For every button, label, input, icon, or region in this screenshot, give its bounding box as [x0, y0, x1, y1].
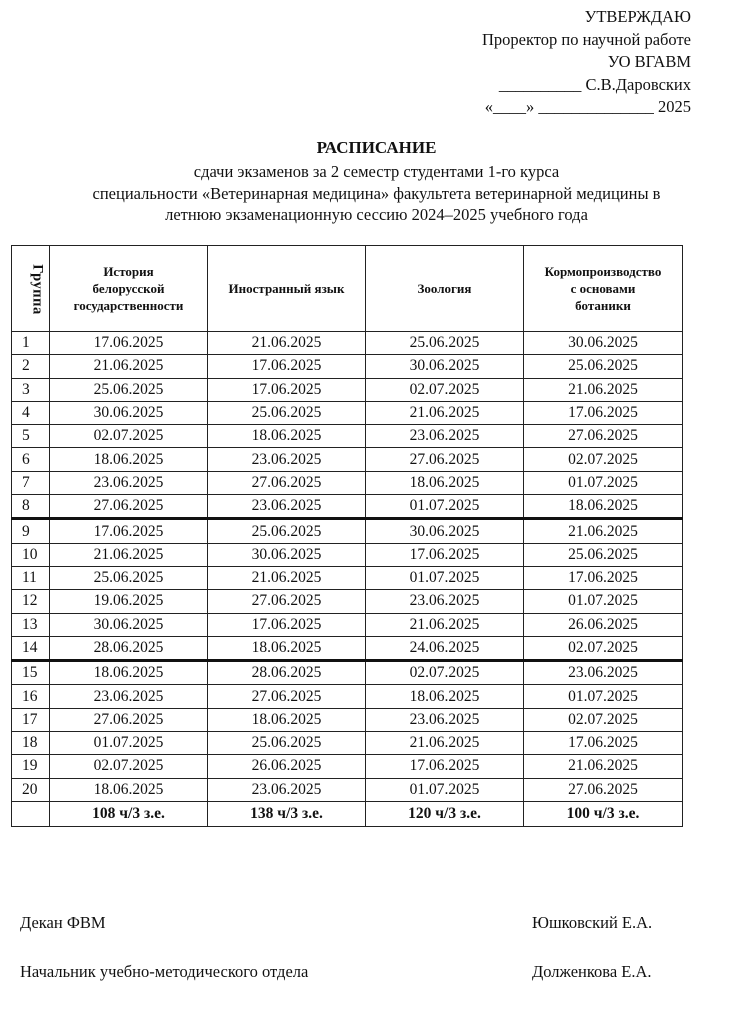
- subject-header-line: белорусской: [92, 281, 165, 296]
- exam-date-cell: 01.07.2025: [366, 778, 524, 801]
- schedule-table: [11, 245, 683, 827]
- exam-date-cell: 27.06.2025: [366, 448, 524, 471]
- table-row: [12, 332, 683, 355]
- exam-date-cell: 24.06.2025: [366, 636, 524, 660]
- group-number-cell: 19: [12, 755, 50, 778]
- exam-date-cell: 25.06.2025: [208, 519, 366, 543]
- exam-date-cell: 02.07.2025: [524, 636, 683, 660]
- exam-date-cell: 21.06.2025: [50, 355, 208, 378]
- exam-date-cell: 21.06.2025: [524, 378, 683, 401]
- exam-date-cell: 27.06.2025: [50, 495, 208, 519]
- table-row: [12, 590, 683, 613]
- subtitle-line-3: летнюю экзаменационную сессию 2024–2025 учебного года: [165, 205, 588, 224]
- group-number-cell: 11: [12, 566, 50, 589]
- subtitle-line-1: сдачи экзаменов за 2 семестр студентами 1-го курса: [193, 162, 560, 181]
- exam-date-cell: 30.06.2025: [524, 332, 683, 355]
- exam-date-cell: 25.06.2025: [524, 355, 683, 378]
- exam-date-cell: 26.06.2025: [524, 613, 683, 636]
- exam-date-cell: 21.06.2025: [50, 543, 208, 566]
- group-number-cell: 16: [12, 685, 50, 708]
- exam-date-cell: 23.06.2025: [208, 448, 366, 471]
- approval-date-line: «____» ______________ 2025: [484, 97, 691, 116]
- exam-date-cell: 27.06.2025: [208, 590, 366, 613]
- exam-date-cell: 18.06.2025: [524, 495, 683, 519]
- exam-date-cell: 17.06.2025: [208, 355, 366, 378]
- methodical-head-name: Долженкова Е.А.: [532, 962, 652, 981]
- exam-date-cell: 18.06.2025: [366, 685, 524, 708]
- group-number-cell: 1: [12, 332, 50, 355]
- exam-date-cell: 21.06.2025: [208, 566, 366, 589]
- totals-row: [12, 801, 683, 826]
- group-number-cell: 12: [12, 590, 50, 613]
- exam-date-cell: 23.06.2025: [366, 590, 524, 613]
- group-number-cell: 5: [12, 425, 50, 448]
- exam-date-cell: 17.06.2025: [208, 613, 366, 636]
- group-number-cell: 8: [12, 495, 50, 519]
- exam-date-cell: 25.06.2025: [524, 543, 683, 566]
- table-row: [12, 448, 683, 471]
- subject-header-line: государственности: [73, 298, 184, 313]
- exam-date-cell: 23.06.2025: [366, 425, 524, 448]
- exam-date-cell: 21.06.2025: [366, 613, 524, 636]
- group-number-cell: 9: [12, 519, 50, 543]
- table-row: [12, 566, 683, 589]
- exam-date-cell: 25.06.2025: [50, 378, 208, 401]
- group-number-cell: 3: [12, 378, 50, 401]
- table-row: [12, 355, 683, 378]
- dean-name: Юшковский Е.А.: [532, 913, 653, 932]
- table-row: [12, 425, 683, 448]
- approval-title: УТВЕРЖДАЮ: [584, 7, 691, 26]
- group-number-cell: 17: [12, 708, 50, 731]
- exam-date-cell: 27.06.2025: [50, 708, 208, 731]
- exam-date-cell: 19.06.2025: [50, 590, 208, 613]
- subject-header-line: Зоология: [417, 281, 472, 296]
- exam-date-cell: 25.06.2025: [208, 732, 366, 755]
- subject-header-line: ботаники: [575, 298, 631, 313]
- exam-date-cell: 17.06.2025: [524, 566, 683, 589]
- schedule-body: [12, 332, 683, 802]
- group-number-cell: 20: [12, 778, 50, 801]
- exam-date-cell: 18.06.2025: [50, 448, 208, 471]
- exam-date-cell: 18.06.2025: [50, 778, 208, 801]
- exam-date-cell: 01.07.2025: [50, 732, 208, 755]
- exam-date-cell: 18.06.2025: [366, 471, 524, 494]
- exam-date-cell: 02.07.2025: [50, 755, 208, 778]
- totals-empty-cell: [12, 801, 50, 826]
- exam-date-cell: 30.06.2025: [366, 519, 524, 543]
- exam-date-cell: 25.06.2025: [208, 401, 366, 424]
- exam-date-cell: 17.06.2025: [524, 732, 683, 755]
- exam-date-cell: 23.06.2025: [366, 708, 524, 731]
- exam-date-cell: 17.06.2025: [366, 543, 524, 566]
- group-number-cell: 18: [12, 732, 50, 755]
- approval-block: [482, 6, 691, 119]
- table-row: [12, 378, 683, 401]
- methodical-head-label: Начальник учебно-методического отдела: [20, 962, 309, 981]
- exam-date-cell: 25.06.2025: [50, 566, 208, 589]
- exam-date-cell: 17.06.2025: [366, 755, 524, 778]
- exam-date-cell: 28.06.2025: [50, 636, 208, 660]
- exam-date-cell: 02.07.2025: [366, 661, 524, 685]
- group-number-cell: 6: [12, 448, 50, 471]
- exam-date-cell: 01.07.2025: [366, 566, 524, 589]
- exam-date-cell: 17.06.2025: [50, 332, 208, 355]
- exam-date-cell: 30.06.2025: [50, 401, 208, 424]
- exam-date-cell: 02.07.2025: [366, 378, 524, 401]
- group-number-cell: 7: [12, 471, 50, 494]
- exam-date-cell: 18.06.2025: [208, 425, 366, 448]
- table-row: [12, 543, 683, 566]
- exam-date-cell: 17.06.2025: [524, 401, 683, 424]
- dean-label: Декан ФВМ: [20, 913, 106, 932]
- table-row: [12, 661, 683, 685]
- approval-organization: УО ВГАВМ: [607, 52, 691, 71]
- approval-position: Проректор по научной работе: [481, 29, 691, 49]
- group-number-cell: 10: [12, 543, 50, 566]
- exam-date-cell: 27.06.2025: [524, 425, 683, 448]
- exam-date-cell: 21.06.2025: [524, 755, 683, 778]
- exam-date-cell: 02.07.2025: [524, 708, 683, 731]
- table-row: [12, 471, 683, 494]
- subject-header-line: Иностранный язык: [228, 281, 345, 296]
- document-subtitle: [0, 161, 753, 226]
- total-hours-cell: 100 ч/3 з.е.: [524, 801, 683, 826]
- exam-date-cell: 30.06.2025: [50, 613, 208, 636]
- table-row: [12, 495, 683, 519]
- exam-date-cell: 21.06.2025: [366, 732, 524, 755]
- exam-date-cell: 28.06.2025: [208, 661, 366, 685]
- group-number-cell: 14: [12, 636, 50, 660]
- group-number-cell: 2: [12, 355, 50, 378]
- table-row: [12, 401, 683, 424]
- header-row: [12, 246, 683, 332]
- subject-header-line: с основами: [570, 281, 636, 296]
- exam-date-cell: 01.07.2025: [524, 590, 683, 613]
- group-number-cell: 13: [12, 613, 50, 636]
- exam-date-cell: 30.06.2025: [366, 355, 524, 378]
- subject-header-line: История: [103, 264, 154, 279]
- exam-date-cell: 27.06.2025: [208, 471, 366, 494]
- subject-header-line: Кормопроизводство: [544, 264, 662, 279]
- exam-date-cell: 17.06.2025: [208, 378, 366, 401]
- exam-date-cell: 18.06.2025: [208, 636, 366, 660]
- subtitle-line-2: специальности «Ветеринарная медицина» факультета ветеринарной медицины в: [92, 183, 661, 203]
- exam-date-cell: 23.06.2025: [208, 495, 366, 519]
- exam-date-cell: 01.07.2025: [366, 495, 524, 519]
- table-row: [12, 613, 683, 636]
- table-row: [12, 708, 683, 731]
- subject-header: [524, 246, 683, 332]
- exam-date-cell: 30.06.2025: [208, 543, 366, 566]
- exam-date-cell: 21.06.2025: [208, 332, 366, 355]
- exam-date-cell: 27.06.2025: [208, 685, 366, 708]
- exam-date-cell: 02.07.2025: [50, 425, 208, 448]
- total-hours-cell: 120 ч/3 з.е.: [366, 801, 524, 826]
- exam-date-cell: 21.06.2025: [366, 401, 524, 424]
- table-row: [12, 519, 683, 543]
- exam-date-cell: 26.06.2025: [208, 755, 366, 778]
- exam-date-cell: 18.06.2025: [208, 708, 366, 731]
- group-header: [12, 246, 50, 332]
- group-number-cell: 15: [12, 661, 50, 685]
- subject-header: [50, 246, 208, 332]
- exam-date-cell: 23.06.2025: [208, 778, 366, 801]
- table-row: [12, 685, 683, 708]
- table-row: [12, 732, 683, 755]
- exam-date-cell: 23.06.2025: [524, 661, 683, 685]
- total-hours-cell: 138 ч/3 з.е.: [208, 801, 366, 826]
- exam-date-cell: 01.07.2025: [524, 685, 683, 708]
- exam-date-cell: 18.06.2025: [50, 661, 208, 685]
- group-number-cell: 4: [12, 401, 50, 424]
- table-row: [12, 778, 683, 801]
- table-row: [12, 636, 683, 660]
- approval-signature-line: __________ С.В.Даровских: [498, 74, 691, 94]
- table-row: [12, 755, 683, 778]
- exam-date-cell: 01.07.2025: [524, 471, 683, 494]
- total-hours-cell: 108 ч/3 з.е.: [50, 801, 208, 826]
- exam-date-cell: 02.07.2025: [524, 448, 683, 471]
- subject-header: [208, 246, 366, 332]
- exam-date-cell: 23.06.2025: [50, 685, 208, 708]
- exam-date-cell: 17.06.2025: [50, 519, 208, 543]
- document-title: РАСПИСАНИЕ: [316, 138, 437, 157]
- exam-date-cell: 23.06.2025: [50, 471, 208, 494]
- exam-date-cell: 25.06.2025: [366, 332, 524, 355]
- group-header-label: Группа: [29, 263, 46, 315]
- exam-date-cell: 27.06.2025: [524, 778, 683, 801]
- subject-header: [366, 246, 524, 332]
- exam-date-cell: 21.06.2025: [524, 519, 683, 543]
